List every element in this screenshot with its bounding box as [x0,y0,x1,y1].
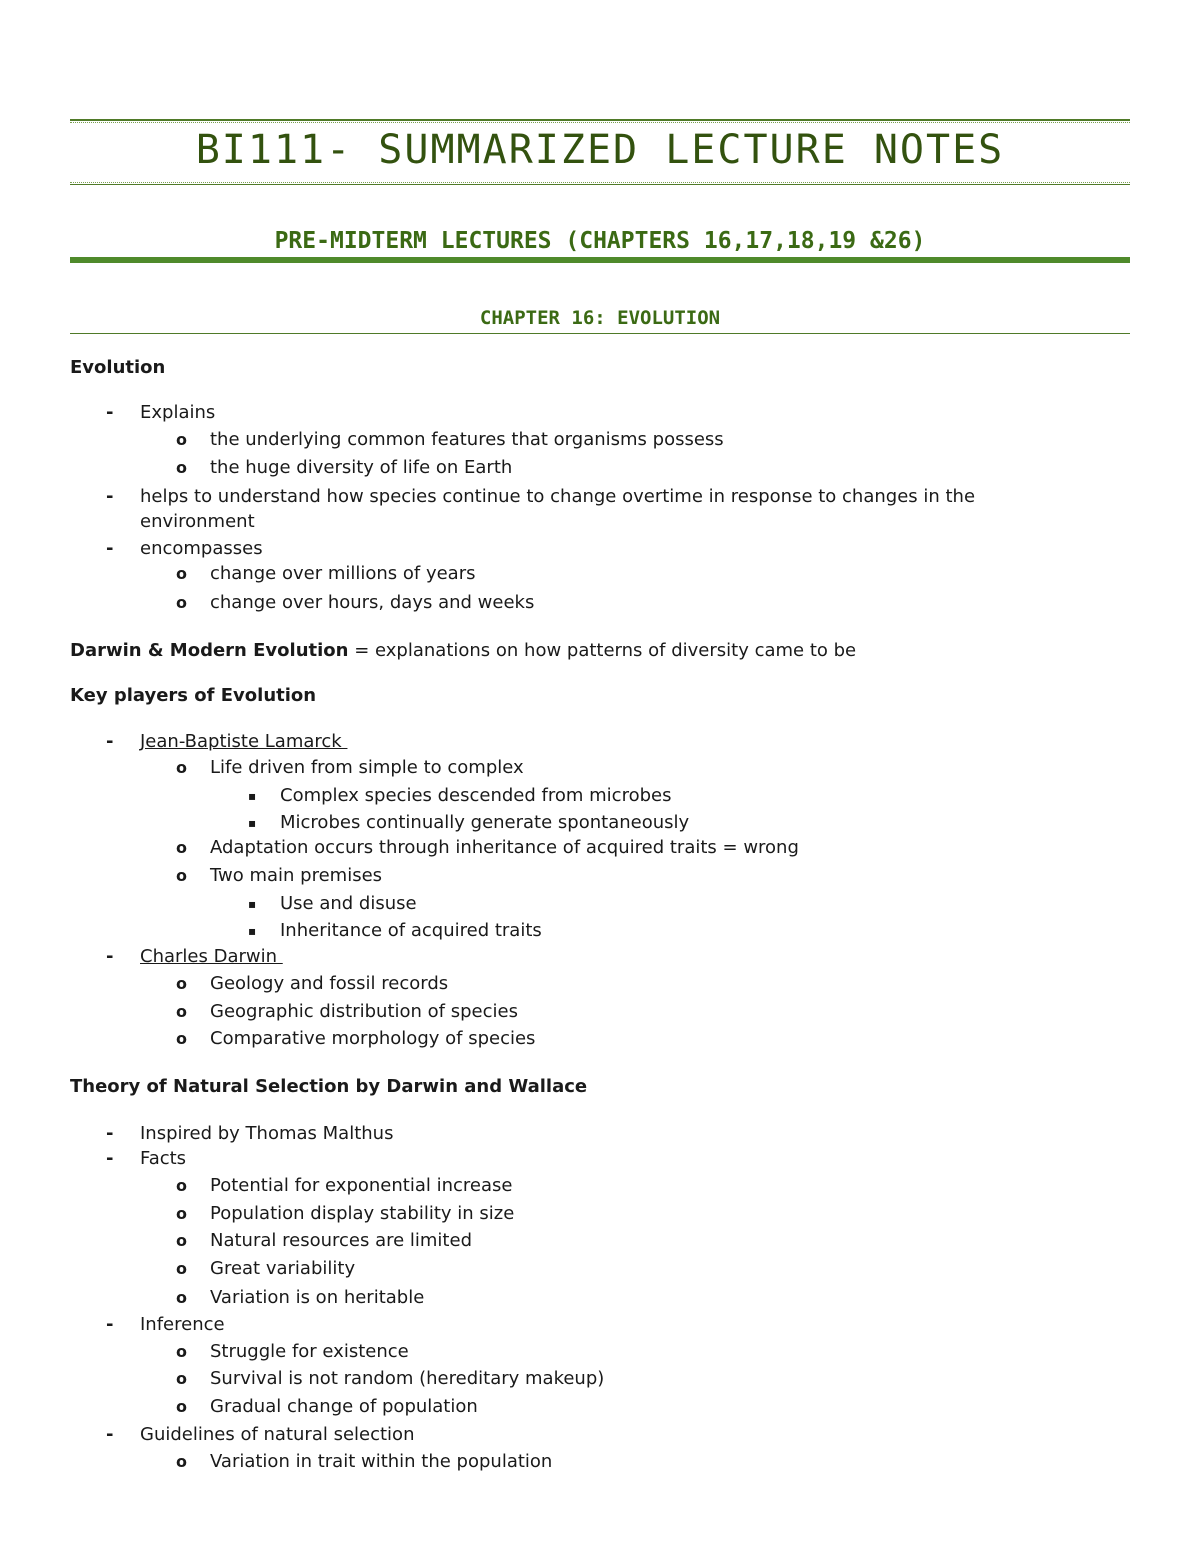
list-item [248,892,417,916]
list-item [106,537,263,561]
list-item [176,1229,472,1253]
list-item [106,1423,415,1447]
list-item [176,836,799,860]
list-item [176,1450,553,1474]
list-item-continuation: environment [140,511,255,532]
list-item-text: Great variability [210,1258,356,1279]
list-item [176,456,513,480]
list-item [176,756,524,780]
square-bullet: ▪ [248,924,257,938]
list-item-text: Gradual change of population [210,1396,478,1417]
dash-bullet: - [106,1314,114,1335]
list-item-text: Variation is on heritable [210,1287,425,1308]
list-item [106,1147,187,1171]
list-item-text: Natural resources are limited [210,1230,472,1251]
circle-bullet: o [176,1176,187,1195]
darwin-modern-heading: Darwin & Modern Evolution [70,640,349,661]
dash-bullet: - [106,402,114,423]
list-item-text: Inheritance of acquired traits [280,920,542,941]
circle-bullet: o [176,458,187,477]
dash-bullet: - [106,1148,114,1169]
list-item-text: helps to understand how species continue to change overtime in response to changes in the [140,486,976,507]
square-bullet: ▪ [248,816,257,830]
dash-bullet: - [106,538,114,559]
chapter-rule [70,333,1130,334]
list-item [106,401,216,425]
list-item-text: Geographic distribution of species [210,1001,518,1022]
dash-bullet: - [106,1123,114,1144]
list-item-text: Inspired by Thomas Malthus [140,1123,394,1144]
list-item-text: Inference [140,1314,225,1335]
list-item-text: Life driven from simple to complex [210,757,524,778]
list-item-text: Facts [140,1148,187,1169]
list-item [176,1027,536,1051]
list-item-text: Geology and fossil records [210,973,449,994]
list-item [106,1313,225,1337]
circle-bullet: o [176,1342,187,1361]
list-item [176,972,449,996]
circle-bullet: o [176,1231,187,1250]
circle-bullet: o [176,1397,187,1416]
list-item-text: Comparative morphology of species [210,1028,536,1049]
subtitle-rule [70,257,1130,263]
list-item-text: Population display stability in size [210,1203,515,1224]
square-bullet: ▪ [248,789,257,803]
list-item [248,811,690,835]
dash-bullet: - [106,1424,114,1445]
circle-bullet: o [176,758,187,777]
circle-bullet: o [176,564,187,583]
list-item [176,1202,515,1226]
list-item [176,1000,518,1024]
list-item [106,945,283,969]
list-item-text: the underlying common features that organisms possess [210,429,724,450]
list-item [176,1257,356,1281]
circle-bullet: o [176,1029,187,1048]
section-subtitle: PRE-MIDTERM LECTURES (CHAPTERS 16,17,18,19 &26) [274,228,926,254]
list-item [176,1174,513,1198]
list-item [106,1122,394,1146]
circle-bullet: o [176,866,187,885]
list-item [176,1340,409,1364]
list-item-text: Potential for exponential increase [210,1175,513,1196]
circle-bullet: o [176,1204,187,1223]
circle-bullet: o [176,1288,187,1307]
darwin-modern-text: = explanations on how patterns of diversity came to be [348,640,857,661]
list-item [248,784,672,808]
circle-bullet: o [176,974,187,993]
dash-bullet: - [106,486,114,507]
list-item-text: encompasses [140,538,263,559]
list-item-text: Survival is not random (hereditary makeup) [210,1368,605,1389]
list-item-text: Use and disuse [280,893,417,914]
circle-bullet: o [176,1369,187,1388]
dash-bullet: - [106,946,114,967]
list-item [106,485,976,509]
list-item-text: Explains [140,402,216,423]
list-item-text: Microbes continually generate spontaneously [280,812,690,833]
list-item-text: Struggle for existence [210,1341,409,1362]
darwin-name: Charles Darwin [140,946,283,967]
list-item [176,864,383,888]
chapter-heading: CHAPTER 16: EVOLUTION [479,307,721,329]
list-item [176,428,724,452]
list-item-text: change over millions of years [210,563,476,584]
list-item [106,730,348,754]
list-item [176,591,535,615]
list-item [176,1286,425,1310]
list-item [176,562,476,586]
circle-bullet: o [176,838,187,857]
list-item-text: Adaptation occurs through inheritance of acquired traits = wrong [210,837,799,858]
title-top-rule [70,119,1130,121]
circle-bullet: o [176,1452,187,1471]
circle-bullet: o [176,1259,187,1278]
circle-bullet: o [176,593,187,612]
list-item-text: Variation in trait within the population [210,1451,553,1472]
list-item [248,919,542,943]
evolution-heading: Evolution [70,357,166,378]
document-title: BI111- SUMMARIZED LECTURE NOTES [195,127,1005,173]
key-players-heading: Key players of Evolution [70,685,317,706]
square-bullet: ▪ [248,897,257,911]
list-item [176,1367,605,1391]
list-item-text: Guidelines of natural selection [140,1424,415,1445]
natural-selection-heading: Theory of Natural Selection by Darwin and Wallace [70,1076,588,1097]
title-bottom-rule [70,184,1130,185]
list-item [176,1395,478,1419]
lamarck-name: Jean-Baptiste Lamarck [140,731,348,752]
list-item-text: Two main premises [210,865,383,886]
list-item-text: Complex species descended from microbes [280,785,672,806]
circle-bullet: o [176,430,187,449]
darwin-modern-line [70,639,856,663]
dash-bullet: - [106,731,114,752]
circle-bullet: o [176,1002,187,1021]
list-item-text: change over hours, days and weeks [210,592,535,613]
list-item-text: the huge diversity of life on Earth [210,457,513,478]
